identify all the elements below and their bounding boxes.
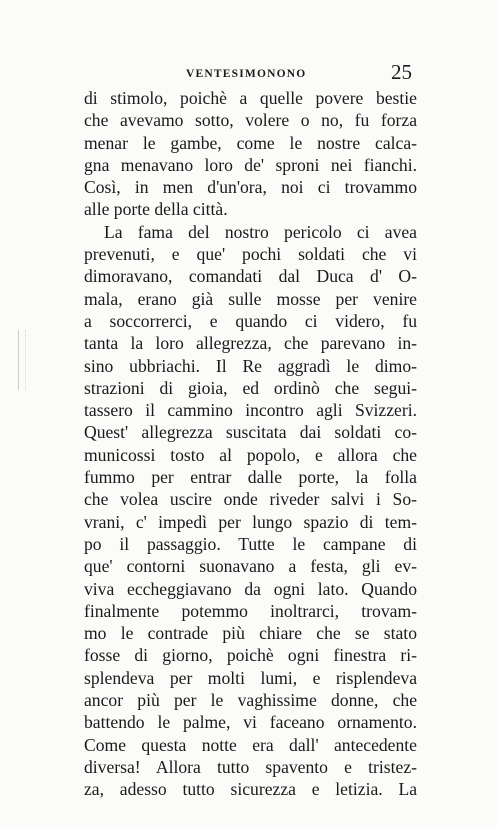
text-line: battendo le palme, vi faceano ornamento. bbox=[84, 712, 417, 733]
text-line: strazioni di gioia, ed ordinò che segui- bbox=[84, 377, 417, 398]
text-line: Quest' allegrezza suscitata dai soldati co- bbox=[84, 422, 417, 443]
text-line: ancor più per le vaghissime donne, che bbox=[84, 690, 417, 711]
text-line: viva eccheggiavano da ogni lato. Quando bbox=[84, 578, 417, 599]
text-line: mala, erano già sulle mosse per venire bbox=[84, 288, 417, 309]
text-line: Così, in men d'un'ora, noi ci trovammo bbox=[84, 177, 417, 198]
text-line: di stimolo, poichè a quelle povere bestie bbox=[84, 88, 417, 108]
text-line: La fama del nostro pericolo ci avea bbox=[104, 221, 417, 242]
text-line: sino ubbriachi. Il Re aggradì le dimo- bbox=[84, 355, 417, 376]
text-line: gna menavano loro de' sproni nei fianchi. bbox=[84, 154, 417, 175]
page-number: 25 bbox=[391, 60, 412, 84]
text-line: fosse di giorno, poichè ogni finestra ri- bbox=[84, 645, 417, 666]
text-line: que' contorni suonavano a festa, gli ev- bbox=[84, 556, 417, 577]
text-line: diversa! Allora tutto spavento e tristez- bbox=[84, 756, 417, 777]
text-line: tanta la loro allegrezza, che parevano in- bbox=[84, 333, 417, 354]
text-line: finalmente potemmo inoltrarci, trovam- bbox=[84, 600, 417, 621]
text-line: che volea uscire onde riveder salvi i So- bbox=[84, 489, 417, 510]
running-head: VENTESIMONONO bbox=[186, 68, 307, 80]
page-header bbox=[0, 60, 497, 86]
text-line: che avevamo sotto, volere o no, fu forza bbox=[84, 110, 417, 131]
text-line: vrani, c' impedì per lungo spazio di tem- bbox=[84, 511, 417, 532]
text-line: menar le gambe, come le nostre calca- bbox=[84, 132, 417, 153]
text-line: prevenuti, e que' pochi soldati che vi bbox=[84, 244, 417, 265]
body-text bbox=[84, 87, 417, 801]
text-line: za, adesso tutto sicurezza e letizia. La bbox=[84, 779, 417, 800]
text-line: fummo per entrar dalle porte, la folla bbox=[84, 467, 417, 488]
text-line: a soccorrerci, e quando ci videro, fu bbox=[84, 310, 417, 331]
text-line: tassero il cammino incontro agli Svizzeri. bbox=[84, 400, 417, 421]
text-line: municossi tosto al popolo, e allora che bbox=[84, 444, 417, 465]
text-line: po il passaggio. Tutte le campane di bbox=[84, 533, 417, 554]
text-line: splendeva per molti lumi, e risplendeva bbox=[84, 667, 417, 688]
binding-mark bbox=[18, 330, 26, 390]
text-line: dimoravano, comandati dal Duca d' O- bbox=[84, 266, 417, 287]
text-line: Come questa notte era dall' antecedente bbox=[84, 734, 417, 755]
text-line: alle porte della città. bbox=[84, 199, 228, 220]
text-line: mo le contrade più chiare che se stato bbox=[84, 623, 417, 644]
